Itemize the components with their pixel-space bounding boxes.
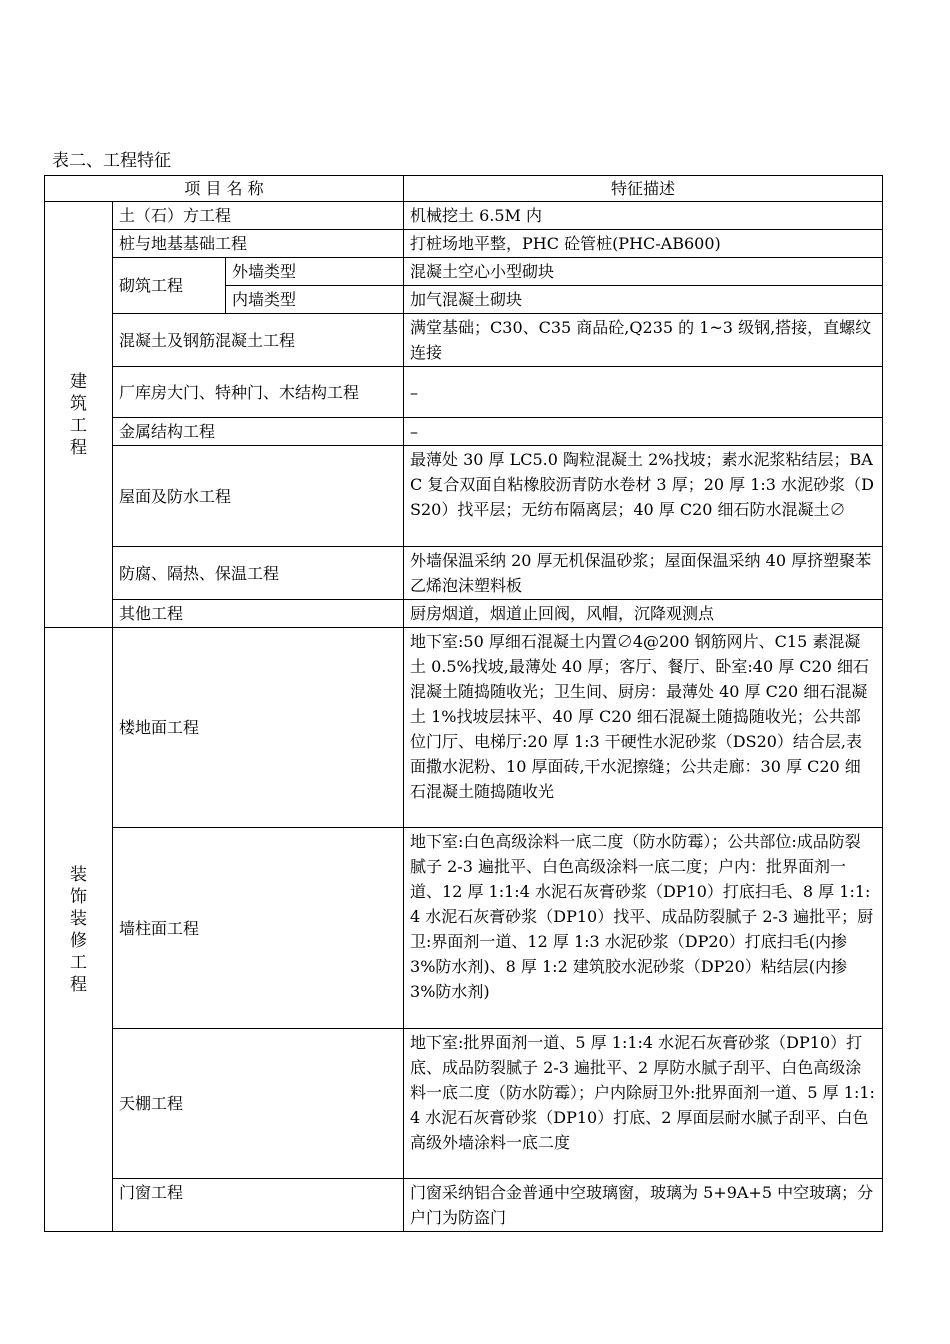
desc-cell: 最薄处 30 厚 LC5.0 陶粒混凝土 2%找坡；素水泥浆粘结层；BAC 复合双面自粘橡胶沥青防水卷材 3 厚；20 厚 1:3 水泥砂浆（DS20）找平层；无纺布隔离层；40 厚 C20 细石防水混凝土∅	[404, 446, 883, 547]
header-desc: 特征描述	[404, 176, 883, 202]
desc-cell: 地下室:批界面剂一道、5 厚 1:1:4 水泥石灰膏砂浆（DP10）打底、成品防裂腻子 2-3 遍批平、2 厚防水腻子刮平、白色高级涂料一底二度（防水防霉）；户内除厨卫外:批界面剂一道、5 厚 1:1:4 水泥石灰膏砂浆（DP10）打底、2 厚面层耐水腻子刮平、白色高级外墙涂料一底二度	[404, 1029, 883, 1179]
desc-cell: –	[404, 418, 883, 446]
table-row	[45, 600, 883, 628]
table-row	[45, 314, 883, 367]
table-row	[45, 547, 883, 600]
item-cell: 屋面及防水工程	[113, 446, 404, 547]
desc-cell: 地下室:白色高级涂料一底二度（防水防霉）；公共部位:成品防裂腻子 2-3 遍批平、白色高级涂料一底二度；户内：批界面剂一道、12 厚 1:1:4 水泥石灰膏砂浆（DP10）打底扫毛、8 厚 1:1:4 水泥石灰膏砂浆（DP10）找平、成品防裂腻子 2-3 遍批平；厨卫:界面剂一道、12 厚 1:3 水泥砂浆（DP20）打底扫毛(内掺 3%防水剂)、8 厚 1:2 建筑胶水泥砂浆（DP20）粘结层(内掺 3%防水剂)	[404, 828, 883, 1029]
item-cell: 天棚工程	[113, 1029, 404, 1179]
table-row	[45, 230, 883, 258]
item-cell: 楼地面工程	[113, 628, 404, 828]
desc-cell: 厨房烟道，烟道止回阀，风帽，沉降观测点	[404, 600, 883, 628]
item-cell: 土（石）方工程	[113, 202, 404, 230]
header-item: 项 目 名 称	[45, 176, 404, 202]
item-cell: 厂库房大门、特种门、木结构工程	[113, 367, 404, 418]
item-cell: 防腐、隔热、保温工程	[113, 547, 404, 600]
desc-cell: 打桩场地平整，PHC 砼管桩(PHC-AB600)	[404, 230, 883, 258]
table-header-row	[45, 176, 883, 202]
group-label-decoration: 装饰装修工程	[45, 628, 113, 1232]
table-row	[45, 628, 883, 828]
sub-item-cell: 外墙类型	[226, 258, 404, 286]
table-row	[45, 828, 883, 1029]
item-cell: 砌筑工程	[113, 258, 226, 314]
table-row	[45, 1179, 883, 1232]
item-cell: 金属结构工程	[113, 418, 404, 446]
item-cell: 桩与地基基础工程	[113, 230, 404, 258]
desc-cell: 外墙保温采纳 20 厚无机保温砂浆；屋面保温采纳 40 厚挤塑聚苯乙烯泡沫塑料板	[404, 547, 883, 600]
desc-cell: 门窗采纳铝合金普通中空玻璃窗，玻璃为 5+9A+5 中空玻璃；分户门为防盗门	[404, 1179, 883, 1232]
table-row	[45, 418, 883, 446]
feature-table	[44, 175, 883, 1232]
desc-cell: 满堂基础；C30、C35 商品砼,Q235 的 1~3 级钢,搭接，直螺纹连接	[404, 314, 883, 367]
table-row	[45, 258, 883, 286]
desc-cell: 混凝土空心小型砌块	[404, 258, 883, 286]
item-cell: 墙柱面工程	[113, 828, 404, 1029]
desc-cell: 加气混凝土砌块	[404, 286, 883, 314]
item-cell: 其他工程	[113, 600, 404, 628]
desc-cell: 机械挖土 6.5M 内	[404, 202, 883, 230]
table-row	[45, 446, 883, 547]
table-row	[45, 1029, 883, 1179]
table-row	[45, 367, 883, 418]
item-cell: 混凝土及钢筋混凝土工程	[113, 314, 404, 367]
sub-item-cell: 内墙类型	[226, 286, 404, 314]
group-label-building: 建筑工程	[45, 202, 113, 628]
table-caption: 表二、工程特征	[52, 151, 171, 171]
table-row	[45, 202, 883, 230]
desc-cell: 地下室:50 厚细石混凝土内置∅4@200 钢筋网片、C15 素混凝土 0.5%找坡,最薄处 40 厚；客厅、餐厅、卧室:40 厚 C20 细石混凝土随捣随收光；卫生间、厨房：最薄处 40 厚 C20 细石混凝土 1%找坡层抹平、40 厚 C20 细石混凝土随捣随收光；公共部位门厅、电梯厅:20 厚 1:3 干硬性水泥砂浆（DS20）结合层,表面撒水泥粉、10 厚面砖,干水泥擦缝；公共走廊：30 厚 C20 细石混凝土随捣随收光	[404, 628, 883, 828]
desc-cell: –	[404, 367, 883, 418]
item-cell: 门窗工程	[113, 1179, 404, 1232]
